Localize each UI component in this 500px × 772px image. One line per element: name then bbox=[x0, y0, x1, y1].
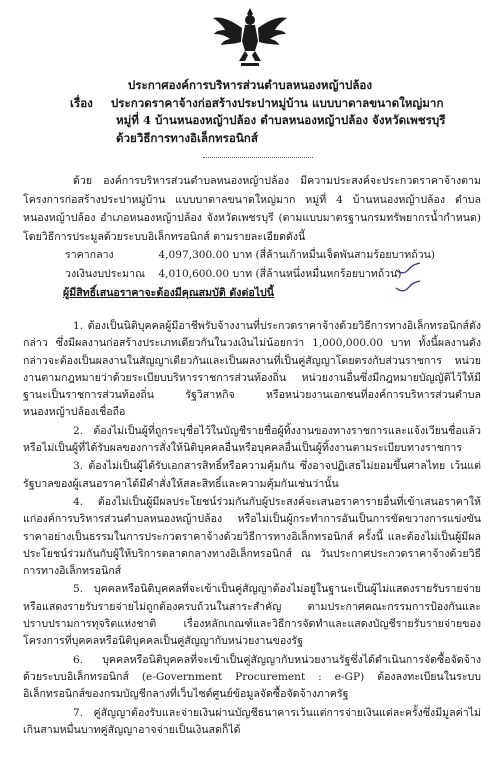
intro-section bbox=[23, 172, 481, 302]
list-item: 2. ต้องไม่เป็นผู้ที่ถูกระบุชื่อไว้ในบัญชีรายชื่อผู้ทิ้งงานของทางราชการและแจ้งเวียนชื่อแล้ว หรือไม่เป็นผู้ที่ได้รับผลของการสั่งให้นิติบุคคลอื่นหรือบุคคลอื่นเป็นผู้ทิ้งงานตามระเบียบทางราชการ bbox=[23, 424, 481, 455]
announcement-method: ด้วยวิธีการทางอิเล็กทรอนิกส์ bbox=[116, 130, 258, 145]
budget-words: (สี่ล้านหนึ่งหมื่นหกร้อยบาทถ้วน) bbox=[255, 267, 402, 280]
qualifications-heading: ผู้มีสิทธิ์เสนอราคาจะต้องมีคุณสมบัติ ดังต่อไปนี้ bbox=[63, 286, 275, 299]
announcement-title-block bbox=[40, 77, 460, 147]
list-item: 3. ต้องไม่เป็นผู้ได้รับเอกสารสิทธิ์หรือความคุ้มกัน ซึ่งอาจปฏิเสธไม่ยอมขึ้นศาลไทย เว้นแต่รัฐบาลของผู้เสนอราคาได้มีคำสั่งให้สละสิทธิ์และความคุ้มกันเช่นว่านั้น bbox=[23, 460, 481, 490]
garuda-emblem-icon bbox=[211, 6, 289, 70]
median-price-value: 4,097,300.00 บาท bbox=[158, 249, 253, 262]
announcement-title: ประกาศองค์การบริหารส่วนตำบลหนองหญ้าปล้อง bbox=[127, 78, 373, 92]
subject-label: เรื่อง bbox=[70, 95, 93, 110]
median-price-row bbox=[23, 246, 481, 265]
list-item: 4. ต้องไม่เป็นผู้มีผลประโยชน์ร่วมกันกับผู้ประสงค์จะเสนอราคารายอื่นที่เข้าเสนอราคาให้แก่องค์การบริหารส่วนตำบลหนองหญ้าปล้อง หรือไม่เป็นผู้กระทำการอันเป็นการขัดขวางการแข่งขันราคาอย่างเป็นธรรมในการประกวดราคาจ้างด้วยวิธีการทางอิเล็กทรอนิกส์ ครั้งนี้ และต้องไม่เป็นผู้มีผลประโยชน์ร่วมกันกับผู้ให้บริการตลาดกลางทางอิเล็กทรอนิกส์ ณ วันประกาศประกวดราคาจ้างด้วยวิธีการทางอิเล็กทรอนิกส์ bbox=[23, 495, 481, 578]
announcement-subject: ประกวดราคาจ้างก่อสร้างประปาหมู่บ้าน แบบบาดาลขนาดใหญ่มาก bbox=[110, 95, 444, 110]
median-price-words: (สี่ล้านเก้าหมื่นเจ็ดพันสามร้อยบาทถ้วน) bbox=[255, 249, 436, 262]
announcement-subject-row bbox=[40, 95, 460, 113]
budget-row bbox=[23, 265, 481, 284]
list-item: 5. บุคคลหรือนิติบุคคลที่จะเข้าเป็นคู่สัญญาต้องไม่อยู่ในฐานะเป็นผู้ไม่แสดงรายรับรายจ่ายหรือแสดงรายรับรายจ่ายไม่ถูกต้องครบถ้วนในสาระสำคัญ ตามประกาศคณะกรรมการป้องกันและปราบปรามการทุจริตแห่งชาติ เรื่องหลักเกณฑ์และวิธีการจัดทำและแสดงบัญชีรายรับรายจ่ายของโครงการที่บุคคลหรือนิติบุคคลเป็นคู่สัญญากับหน่วยงานของรัฐ bbox=[23, 583, 481, 648]
qualifications-list bbox=[23, 318, 481, 740]
list-item: 7. คู่สัญญาต้องรับและจ่ายเงินผ่านบัญชีธนาคารเว้นแต่การจ่ายเงินแต่ละครั้งซึ่งมีมูลค่าไม่เกินสามหมื่นบาทคู่สัญญาอาจจ่ายเป็นเงินสดก็ได้ bbox=[23, 706, 481, 736]
list-item: 1. ต้องเป็นนิติบุคคลผู้มีอาชีพรับจ้างงานที่ประกวดราคาจ้างด้วยวิธีการทางอิเล็กทรอนิกส์ดังกล่าว ซึ่งมีผลงานก่อสร้างประเภทเดียวกันในวงเงินไม่น้อยกว่า 1,000,000.00 บาท ทั้งนี้ผลงานดังกล่าวจะต้องเป็นผลงานในสัญญาเดียวกันและเป็นผลงานที่เป็นคู่สัญญาโดยตรงกับส่วนราชการ หน่วยงานตามกฎหมายว่าด้วยระเบียบบริหารราชการส่วนท้องถิ่น หน่วยงานอื่นซึ่งมีกฎหมายบัญญัติไว้ให้มีฐานะเป็นราชการส่วนท้องถิ่น รัฐวิสาหกิจ หรือหน่วยงานเอกชนที่องค์การบริหารส่วนตำบลหนองหญ้าปล้องเชื่อถือ bbox=[23, 320, 481, 419]
list-item: 6. บุคคลหรือนิติบุคคลที่จะเข้าเป็นคู่สัญญากับหน่วยงานรัฐซึ่งได้ดำเนินการจัดซื้อจัดจ้างด้วยระบบอิเล็กทรอนิกส์ (e-Government Procurement : e-GP) ต้องลงทะเบียนในระบบอิเล็กทรอนิกส์ของกรมบัญชีกลางที่เว็บไซต์ศูนย์ข้อมูลจัดซื้อจัดจ้างภาครัฐ bbox=[23, 653, 481, 701]
budget-value: 4,010,600.00 บาท bbox=[158, 267, 253, 280]
budget-label: วงเงินงบประมาณ bbox=[65, 267, 145, 280]
announcement-location: หมู่ที่ 4 บ้านหนองหญ้าปล้อง ตำบลหนองหญ้าปล้อง จังหวัดเพชรบุรี bbox=[116, 113, 446, 127]
title-divider bbox=[203, 157, 313, 158]
intro-paragraph: ด้วย องค์การบริหารส่วนตำบลหนองหญ้าปล้อง มีความประสงค์จะประกวดราคาจ้างตามโครงการก่อสร้างประปาหมู่บ้าน แบบบาดาลขนาดใหญ่มาก หมู่ที่ 4 บ้านหนองหญ้าปล้อง ตำบลหนองหญ้าปล้อง อำเภอหนองหญ้าปล้อง จังหวัดเพชรบุรี (ตามแบบมาตรฐานกรมทรัพยากรน้ำกำหนด) โดยวิธีการประมูลด้วยระบบอิเล็กทรอนิกส์ ตามรายละเอียดดังนี้ bbox=[23, 175, 481, 243]
median-price-label: ราคากลาง bbox=[65, 249, 114, 262]
